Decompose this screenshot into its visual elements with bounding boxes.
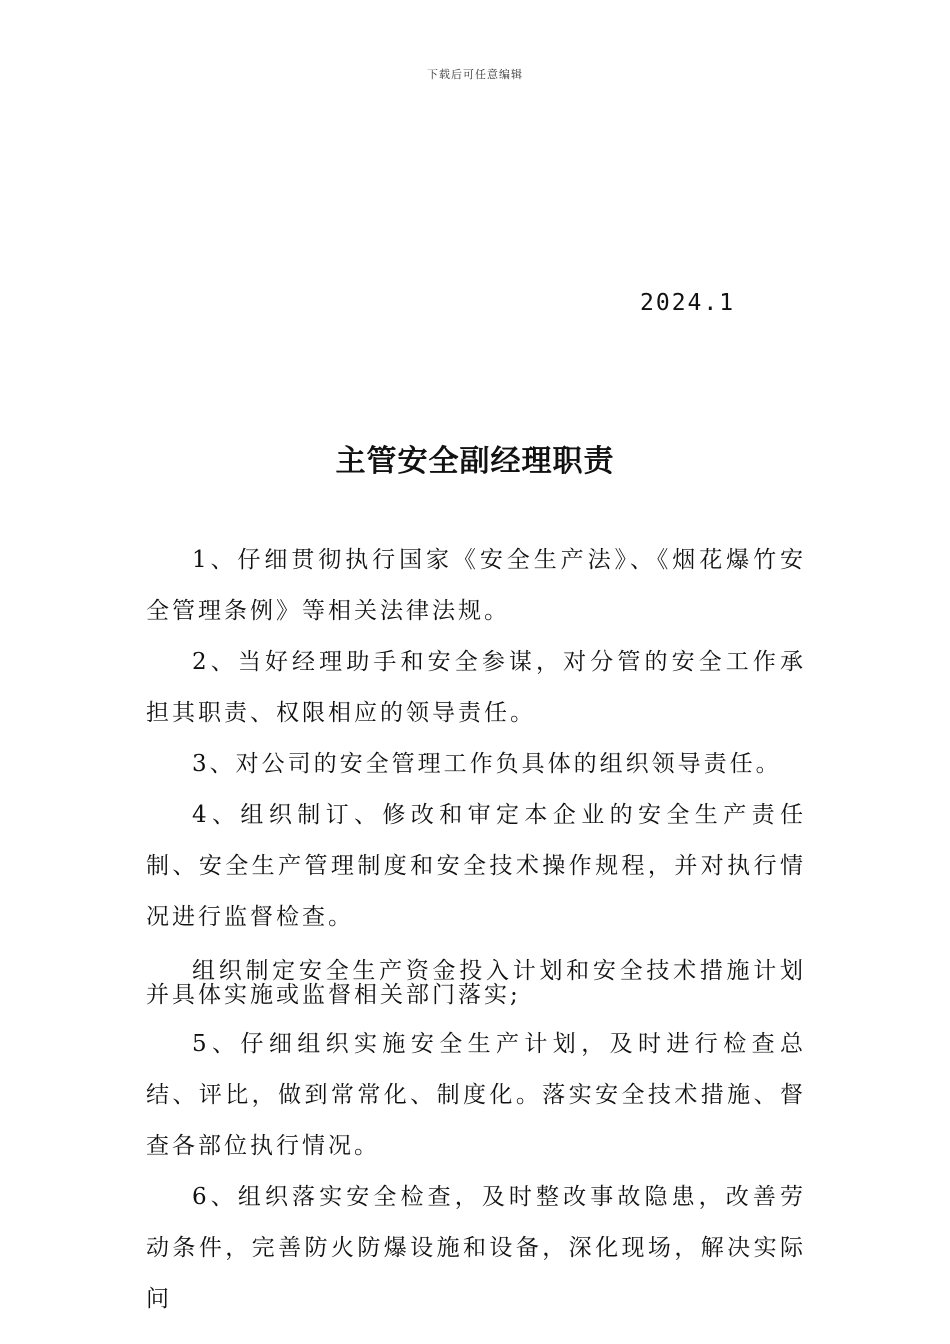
document-body — [146, 535, 806, 1325]
paragraph-5: 5、仔细组织实施安全生产计划，及时进行检查总结、评比，做到常常化、制度化。落实安全技术措施、督查各部位执行情况。 — [146, 1031, 806, 1159]
paragraph-funding: 组织制定安全生产资金投入计划和安全技术措施计划并具体实施或监督相关部门落实; — [146, 958, 806, 1008]
paragraph-3: 3、对公司的安全管理工作负具体的组织领导责任。 — [192, 751, 782, 777]
paragraph-2: 2、当好经理助手和安全参谋，对分管的安全工作承担其职责、权限相应的领导责任。 — [146, 649, 806, 726]
document-date: 2024.1 — [640, 290, 736, 316]
paragraph-4: 4、组织制订、修改和审定本企业的安全生产责任制、安全生产管理制度和安全技术操作规程，并对执行情况进行监督检查。 — [146, 802, 806, 930]
paragraph-1: 1、仔细贯彻执行国家《安全生产法》、《烟花爆竹安全管理条例》等相关法律法规。 — [146, 547, 806, 624]
paragraph-6: 6、组织落实安全检查，及时整改事故隐患，改善劳动条件，完善防火防爆设施和设备，深化现场，解决实际问 — [146, 1184, 806, 1312]
document-title: 主管安全副经理职责 — [335, 444, 615, 479]
header-note: 下载后可任意编辑 — [427, 68, 523, 81]
